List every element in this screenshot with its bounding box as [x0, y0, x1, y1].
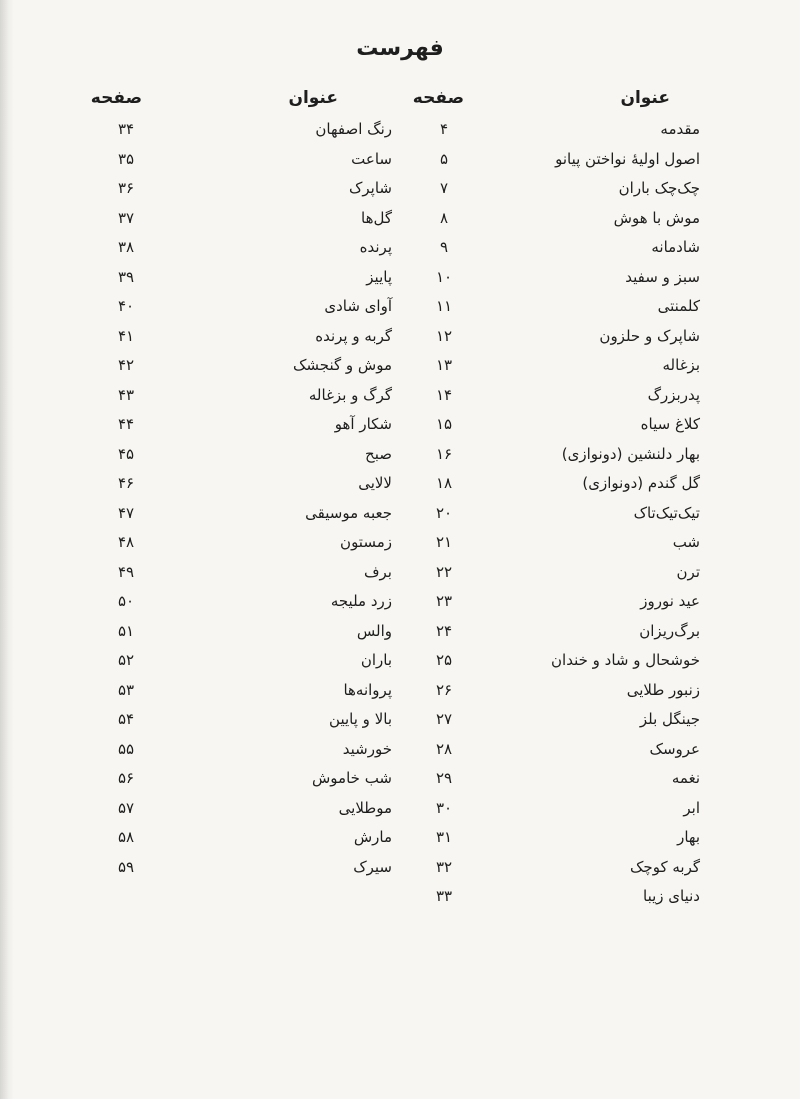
- toc-rows: [0, 116, 800, 913]
- toc-entry-title: شاپرک: [348, 179, 392, 197]
- toc-entry-page: ۵۱: [117, 621, 135, 640]
- toc-entry-title: بهار: [677, 828, 700, 846]
- toc-entry-title: بالا و پایین: [329, 710, 392, 728]
- toc-entry-title: والس: [356, 621, 392, 640]
- toc-entry-page: ۲۱: [435, 533, 453, 551]
- toc-entry-title: نغمه: [671, 769, 700, 787]
- toc-row: [0, 647, 800, 677]
- toc-entry-title: باران: [360, 651, 392, 669]
- toc-entry-page: ۴۷: [117, 503, 135, 522]
- toc-row: [0, 588, 800, 618]
- right-title-header: عنوان: [620, 88, 670, 108]
- toc-entry-page: ۴۳: [117, 385, 135, 404]
- toc-row: [0, 264, 800, 294]
- toc-row: [0, 470, 800, 500]
- left-page-header: صفحه: [90, 88, 142, 108]
- toc-entry-title: لالایی: [358, 474, 392, 492]
- toc-entry-title: دنیای زیبا: [643, 887, 700, 905]
- toc-entry-page: ۴۸: [117, 533, 135, 551]
- toc-entry-page: ۴۱: [117, 326, 135, 345]
- toc-entry-page: ۲۹: [435, 769, 453, 787]
- toc-entry-page: ۴۵: [117, 444, 135, 463]
- toc-entry-page: ۳۲: [435, 857, 453, 876]
- toc-row: [0, 352, 800, 382]
- toc-entry-title: ترن: [676, 562, 700, 581]
- toc-entry-page: ۳۵: [117, 149, 135, 168]
- toc-row: [0, 411, 800, 441]
- toc-entry-title: گربه و پرنده: [315, 326, 392, 345]
- toc-entry-title: سیرک: [353, 857, 392, 876]
- toc-entry-title: پاییز: [366, 267, 392, 286]
- toc-entry-page: ۴۴: [117, 415, 135, 433]
- toc-entry-title: گرگ و بزغاله: [308, 385, 392, 404]
- toc-entry-title: شادمانه: [651, 238, 700, 256]
- toc-entry-page: ۲۰: [435, 503, 453, 522]
- toc-entry-page: ۵۴: [117, 710, 135, 728]
- toc-entry-title: جینگل بلز: [639, 710, 700, 728]
- toc-entry-title: ابر: [683, 798, 700, 817]
- toc-entry-title: کلمنتی: [657, 297, 700, 315]
- toc-entry-title: موطلایی: [338, 798, 392, 817]
- toc-entry-page: ۱۰: [435, 267, 453, 286]
- toc-row: [0, 293, 800, 323]
- toc-entry-title: گربه کوچک: [630, 857, 700, 876]
- toc-entry-page: ۳۳: [435, 887, 453, 905]
- toc-row: [0, 736, 800, 766]
- toc-entry-page: ۱۶: [435, 444, 453, 463]
- toc-entry-page: ۵۵: [117, 739, 135, 758]
- toc-entry-page: ۳۱: [435, 828, 453, 846]
- toc-entry-page: ۳۶: [117, 179, 135, 197]
- toc-row: [0, 883, 800, 913]
- toc-row: [0, 795, 800, 825]
- toc-entry-page: ۵۰: [117, 592, 135, 610]
- toc-entry-title: ساعت: [351, 149, 392, 168]
- toc-entry-title: چک‌چک باران: [618, 179, 700, 197]
- toc-entry-page: ۵۸: [117, 828, 135, 846]
- toc-row: [0, 765, 800, 795]
- toc-entry-page: ۹: [439, 238, 449, 256]
- toc-entry-title: آوای شادی: [324, 297, 392, 315]
- toc-entry-title: زمستون: [340, 533, 392, 551]
- toc-row: [0, 559, 800, 589]
- toc-entry-title: پروانه‌ها: [343, 680, 392, 699]
- toc-entry-title: اصول اولیهٔ نواختن پیانو: [555, 149, 700, 168]
- toc-row: [0, 529, 800, 559]
- toc-row: [0, 205, 800, 235]
- toc-entry-title: شب: [672, 533, 700, 551]
- toc-entry-title: برف: [363, 562, 392, 581]
- toc-entry-title: عید نوروز: [640, 592, 700, 610]
- toc-entry-title: گل گندم (دونوازی): [582, 474, 700, 492]
- toc-entry-title: موش با هوش: [613, 208, 700, 227]
- toc-entry-title: شب خاموش: [311, 769, 392, 787]
- left-title-header: عنوان: [288, 88, 338, 108]
- toc-entry-title: پرنده: [359, 238, 392, 256]
- toc-entry-page: ۵۳: [117, 680, 135, 699]
- toc-row: [0, 234, 800, 264]
- toc-entry-title: تیک‌تیک‌تاک: [633, 503, 700, 522]
- toc-row: [0, 618, 800, 648]
- toc-entry-page: ۳۷: [117, 208, 135, 227]
- toc-entry-page: ۱۸: [435, 474, 453, 492]
- toc-row: [0, 854, 800, 884]
- toc-row: [0, 824, 800, 854]
- toc-entry-page: ۴: [439, 120, 449, 138]
- toc-entry-page: ۵۶: [117, 769, 135, 787]
- toc-entry-page: ۴۰: [117, 297, 135, 315]
- page-title: فهرست: [356, 36, 444, 61]
- toc-entry-title: پدربزرگ: [647, 385, 700, 404]
- toc-entry-page: ۵۲: [117, 651, 135, 669]
- toc-entry-page: ۱۳: [435, 356, 453, 374]
- toc-entry-title: موش و گنجشک: [292, 356, 392, 374]
- toc-entry-page: ۵۷: [117, 798, 135, 817]
- toc-entry-page: ۲۷: [435, 710, 453, 728]
- toc-entry-title: صبح: [365, 444, 392, 463]
- toc-entry-title: جعبه موسیقی: [305, 503, 392, 522]
- toc-entry-page: ۲۶: [435, 680, 453, 699]
- toc-entry-title: شکار آهو: [334, 415, 392, 433]
- toc-entry-page: ۵: [439, 149, 449, 168]
- toc-entry-page: ۲۲: [435, 562, 453, 581]
- toc-entry-title: بهار دلنشین (دونوازی): [561, 444, 700, 463]
- toc-entry-title: مارش: [353, 828, 392, 846]
- toc-row: [0, 677, 800, 707]
- toc-entry-title: سبز و سفید: [625, 267, 700, 286]
- toc-entry-page: ۲۴: [435, 621, 453, 640]
- toc-entry-page: ۲۵: [435, 651, 453, 669]
- toc-entry-page: ۳۴: [117, 120, 135, 138]
- toc-entry-page: ۲۸: [435, 739, 453, 758]
- toc-entry-page: ۷: [439, 179, 449, 197]
- toc-row: [0, 706, 800, 736]
- toc-entry-page: ۵۹: [117, 857, 135, 876]
- toc-entry-page: ۳۰: [435, 798, 453, 817]
- toc-entry-title: خوشحال و شاد و خندان: [551, 651, 700, 669]
- right-page-header: صفحه: [412, 88, 464, 108]
- toc-entry-title: زرد ملیجه: [330, 592, 392, 610]
- toc-row: [0, 323, 800, 353]
- toc-entry-title: خورشید: [342, 739, 392, 758]
- toc-row: [0, 441, 800, 471]
- toc-entry-page: ۱۲: [435, 326, 453, 345]
- toc-entry-title: بزغاله: [662, 356, 700, 374]
- toc-entry-title: گل‌ها: [361, 208, 392, 227]
- toc-entry-page: ۸: [439, 208, 449, 227]
- toc-entry-title: مقدمه: [660, 120, 700, 138]
- toc-entry-page: ۱۴: [435, 385, 453, 404]
- toc-entry-title: کلاغ سیاه: [640, 415, 700, 433]
- toc-row: [0, 146, 800, 176]
- toc-entry-title: عروسک: [649, 739, 700, 758]
- toc-entry-title: رنگ اصفهان: [315, 120, 392, 138]
- toc-entry-page: ۱۱: [435, 297, 453, 315]
- toc-entry-page: ۳۸: [117, 238, 135, 256]
- toc-row: [0, 500, 800, 530]
- toc-entry-title: شاپرک و حلزون: [599, 326, 700, 345]
- toc-entry-page: ۱۵: [435, 415, 453, 433]
- toc-row: [0, 382, 800, 412]
- toc-entry-page: ۴۲: [117, 356, 135, 374]
- toc-entry-page: ۲۳: [435, 592, 453, 610]
- toc-entry-title: برگ‌ریزان: [639, 621, 700, 640]
- toc-row: [0, 175, 800, 205]
- toc-entry-title: زنبور طلایی: [626, 680, 700, 699]
- toc-row: [0, 116, 800, 146]
- toc-entry-page: ۴۹: [117, 562, 135, 581]
- toc-entry-page: ۳۹: [117, 267, 135, 286]
- toc-entry-page: ۴۶: [117, 474, 135, 492]
